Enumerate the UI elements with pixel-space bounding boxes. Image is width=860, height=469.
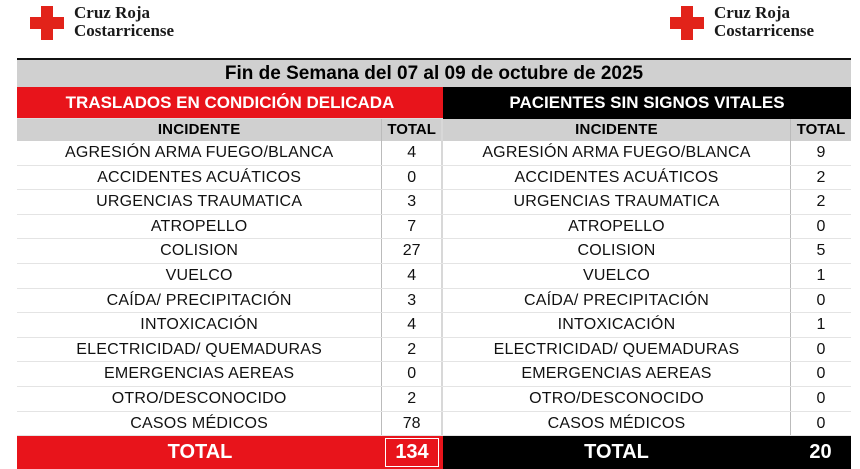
total-cell: 78 bbox=[382, 412, 443, 436]
incident-cell: URGENCIAS TRAUMATICA bbox=[17, 190, 382, 214]
red-cross-icon bbox=[30, 6, 64, 40]
incident-cell: VUELCO bbox=[443, 264, 791, 288]
table-row bbox=[443, 239, 851, 264]
total-cell: 0 bbox=[816, 414, 826, 432]
incident-cell: COLISION bbox=[443, 239, 791, 263]
table-row bbox=[443, 141, 851, 166]
column-header-incident: INCIDENTE bbox=[17, 119, 382, 141]
column-header-total: TOTAL bbox=[382, 119, 443, 141]
total-cell: 2 bbox=[382, 387, 443, 411]
table-row bbox=[17, 412, 443, 437]
section-header-row bbox=[17, 87, 851, 119]
incident-cell: ELECTRICIDAD/ QUEMADURAS bbox=[17, 338, 382, 362]
incident-cell: EMERGENCIAS AEREAS bbox=[443, 362, 791, 386]
incident-cell: VUELCO bbox=[17, 264, 382, 288]
total-cell: 1 bbox=[816, 266, 826, 284]
table-row bbox=[17, 215, 443, 240]
incident-cell: COLISION bbox=[17, 239, 382, 263]
column-header-total: TOTAL bbox=[796, 121, 846, 138]
total-cell: 0 bbox=[382, 362, 443, 386]
total-cell: 0 bbox=[816, 389, 826, 407]
total-cell: 3 bbox=[382, 190, 443, 214]
section-title-delicate-transfers: TRASLADOS EN CONDICIÓN DELICADA bbox=[17, 87, 443, 119]
section-title-no-vital-signs: PACIENTES SIN SIGNOS VITALES bbox=[443, 87, 851, 119]
cruz-roja-logo bbox=[30, 4, 174, 40]
total-cell: 4 bbox=[382, 141, 443, 165]
table-row bbox=[443, 166, 851, 191]
incident-cell: URGENCIAS TRAUMATICA bbox=[443, 190, 791, 214]
incident-cell: ATROPELLO bbox=[443, 215, 791, 239]
total-cell: 0 bbox=[816, 291, 826, 309]
red-cross-icon bbox=[670, 6, 704, 40]
logo-line-2: Costarricense bbox=[74, 21, 175, 40]
incident-cell: AGRESIÓN ARMA FUEGO/BLANCA bbox=[443, 141, 791, 165]
column-header-row bbox=[443, 119, 851, 141]
totals-row bbox=[17, 436, 851, 469]
table-row bbox=[443, 387, 851, 412]
column-header-incident: INCIDENTE bbox=[443, 119, 791, 141]
total-cell: 2 bbox=[816, 193, 826, 211]
table-row bbox=[443, 289, 851, 314]
table-row bbox=[17, 239, 443, 264]
table-body bbox=[17, 119, 851, 436]
incident-cell: CASOS MÉDICOS bbox=[17, 412, 382, 436]
table-row bbox=[443, 215, 851, 240]
total-cell: 4 bbox=[382, 313, 443, 337]
table-row bbox=[443, 264, 851, 289]
table-row bbox=[17, 338, 443, 363]
logo-line-2: Costarricense bbox=[714, 21, 815, 40]
incident-cell: INTOXICACIÓN bbox=[17, 313, 382, 337]
logo-text bbox=[714, 4, 814, 40]
delicate-transfers-total bbox=[17, 436, 443, 469]
table-row bbox=[17, 141, 443, 166]
table-row bbox=[17, 313, 443, 338]
cruz-roja-logo bbox=[670, 4, 814, 40]
column-header-row bbox=[17, 119, 443, 141]
table-row bbox=[443, 313, 851, 338]
incident-report-table bbox=[17, 58, 851, 469]
total-label: TOTAL bbox=[584, 441, 649, 464]
total-cell: 0 bbox=[816, 365, 826, 383]
table-row bbox=[17, 166, 443, 191]
total-cell: 9 bbox=[816, 144, 826, 161]
incident-cell: OTRO/DESCONOCIDO bbox=[17, 387, 382, 411]
table-row bbox=[443, 338, 851, 363]
total-cell: 27 bbox=[382, 239, 443, 263]
total-cell: 2 bbox=[816, 168, 826, 186]
table-row bbox=[443, 412, 851, 437]
total-label: TOTAL bbox=[167, 441, 233, 464]
total-cell: 5 bbox=[816, 242, 826, 260]
incident-cell: OTRO/DESCONOCIDO bbox=[443, 387, 791, 411]
incident-cell: ATROPELLO bbox=[17, 215, 382, 239]
logo-text bbox=[74, 4, 174, 40]
total-value: 134 bbox=[385, 438, 439, 467]
incident-cell: INTOXICACIÓN bbox=[443, 313, 791, 337]
no-vital-signs-total bbox=[443, 436, 851, 469]
total-cell: 0 bbox=[816, 340, 826, 358]
total-cell: 7 bbox=[382, 215, 443, 239]
total-cell: 1 bbox=[816, 316, 826, 334]
table-row bbox=[443, 362, 851, 387]
total-cell: 3 bbox=[382, 289, 443, 313]
incident-cell: AGRESIÓN ARMA FUEGO/BLANCA bbox=[17, 141, 382, 165]
incident-cell: ACCIDENTES ACUÁTICOS bbox=[17, 166, 382, 190]
incident-cell: ELECTRICIDAD/ QUEMADURAS bbox=[443, 338, 791, 362]
table-row bbox=[17, 264, 443, 289]
delicate-transfers-table bbox=[17, 119, 443, 436]
incident-cell: CASOS MÉDICOS bbox=[443, 412, 791, 436]
incident-cell: CAÍDA/ PRECIPITACIÓN bbox=[443, 289, 791, 313]
logo-line-1: Cruz Roja bbox=[714, 3, 791, 22]
table-row bbox=[17, 362, 443, 387]
incident-cell: ACCIDENTES ACUÁTICOS bbox=[443, 166, 791, 190]
total-value: 20 bbox=[809, 441, 832, 464]
report-title: Fin de Semana del 07 al 09 de octubre de 2025 bbox=[17, 58, 851, 87]
total-cell: 2 bbox=[382, 338, 443, 362]
incident-cell: CAÍDA/ PRECIPITACIÓN bbox=[17, 289, 382, 313]
total-cell: 4 bbox=[382, 264, 443, 288]
incident-cell: EMERGENCIAS AEREAS bbox=[17, 362, 382, 386]
table-row bbox=[443, 190, 851, 215]
logo-line-1: Cruz Roja bbox=[74, 3, 151, 22]
table-row bbox=[17, 387, 443, 412]
total-cell: 0 bbox=[816, 217, 826, 235]
table-row bbox=[17, 190, 443, 215]
total-cell: 0 bbox=[382, 166, 443, 190]
no-vital-signs-table bbox=[443, 119, 851, 436]
table-row bbox=[17, 289, 443, 314]
